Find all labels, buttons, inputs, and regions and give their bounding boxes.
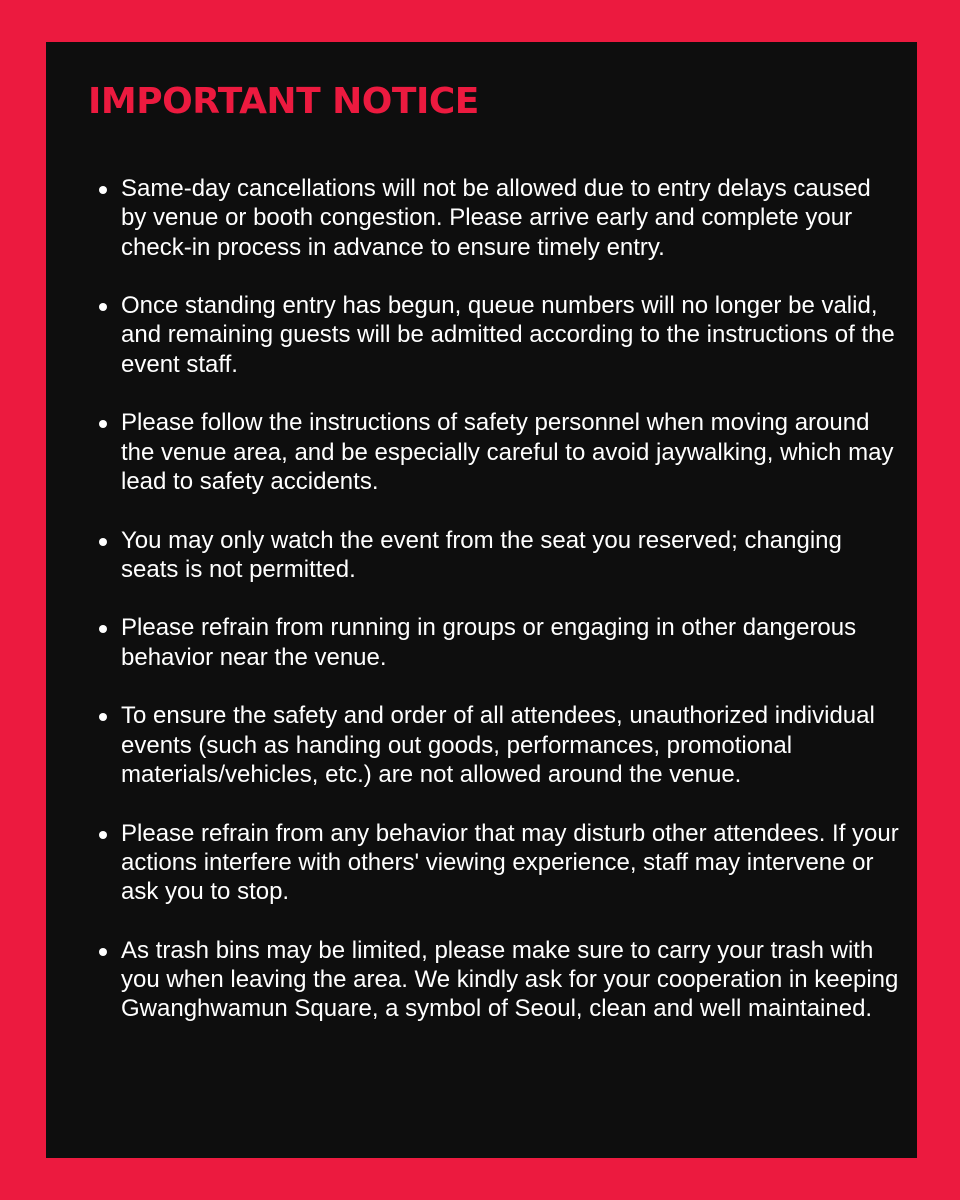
notice-list bbox=[121, 174, 901, 1053]
notice-item-text: Please refrain from any behavior that may disturb other attendees. If your actions interfere with others' viewing experience, staff may intervene or ask you to stop. bbox=[121, 819, 899, 906]
bullet-icon bbox=[99, 420, 107, 428]
bullet-icon bbox=[99, 303, 107, 311]
notice-item-text: Same-day cancellations will not be allowed due to entry delays caused by venue or booth congestion. Please arrive early and complete your check-in process in advance to ensure timely entry. bbox=[121, 175, 871, 261]
bullet-icon bbox=[99, 625, 107, 633]
list-item bbox=[121, 291, 901, 379]
bullet-icon bbox=[99, 713, 107, 721]
list-item bbox=[121, 408, 901, 496]
list-item bbox=[121, 613, 901, 672]
bullet-icon bbox=[99, 538, 107, 546]
bullet-icon bbox=[99, 948, 107, 956]
notice-item-text: You may only watch the event from the seat you reserved; changing seats is not permitted. bbox=[121, 526, 842, 583]
notice-item-text: Once standing entry has begun, queue numbers will no longer be valid, and remaining guests will be admitted according to the instructions of the event staff. bbox=[121, 292, 895, 378]
list-item bbox=[121, 174, 901, 262]
list-item bbox=[121, 936, 901, 1024]
bullet-icon bbox=[99, 831, 107, 839]
list-item bbox=[121, 701, 901, 789]
list-item bbox=[121, 526, 901, 585]
list-item bbox=[121, 819, 901, 907]
bullet-icon bbox=[99, 186, 107, 194]
notice-item-text: Please refrain from running in groups or engaging in other dangerous behavior near the venue. bbox=[121, 614, 857, 671]
notice-item-text: To ensure the safety and order of all attendees, unauthorized individual events (such as handing out goods, performances, promotional materials/vehicles, etc.) are not allowed around the venue. bbox=[121, 702, 875, 788]
notice-item-text: Please follow the instructions of safety personnel when moving around the venue area, and be especially careful to avoid jaywalking, which may lead to safety accidents. bbox=[121, 409, 894, 495]
notice-title: IMPORTANT NOTICE bbox=[88, 81, 479, 122]
notice-item-text: As trash bins may be limited, please make sure to carry your trash with you when leaving the area. We kindly ask for your cooperation in keeping Gwanghwamun Square, a symbol of Seoul, clean and well maintained. bbox=[121, 936, 899, 1023]
notice-panel bbox=[46, 42, 917, 1158]
